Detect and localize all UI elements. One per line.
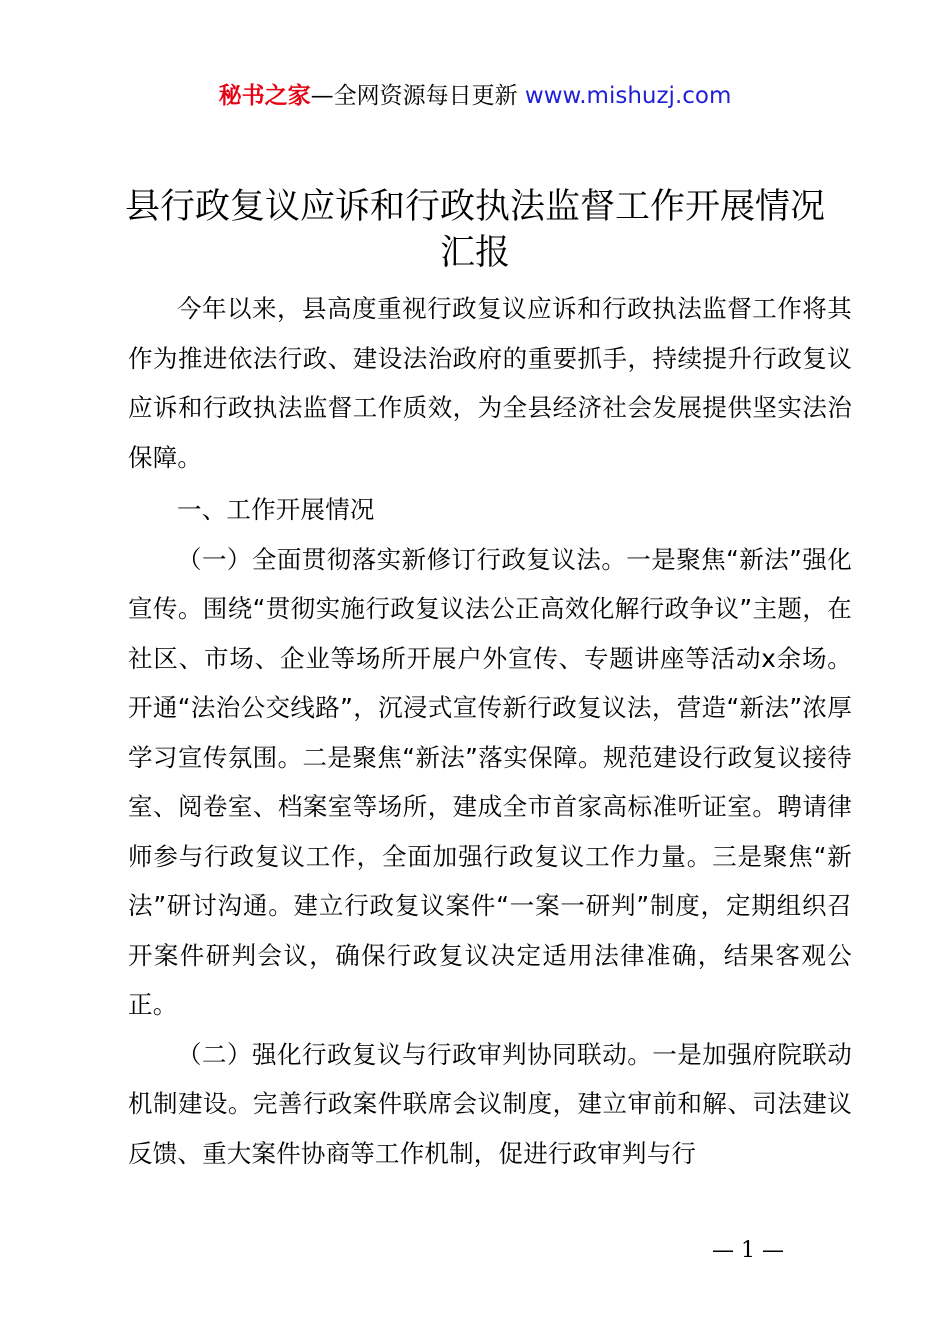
intro-paragraph: 今年以来，县高度重视行政复议应诉和行政执法监督工作将其作为推进依法行政、建设法治政府的重要抓手，持续提升行政复议应诉和行政执法监督工作质效，为全县经济社会发展提供坚实法治保障。 bbox=[128, 294, 852, 472]
body-paragraph: （二）强化行政复议与行政审判协同联动。一是加强府院联动机制建设。完善行政案件联席会议制度，建立审前和解、司法建议反馈、重大案件协商等工作机制，促进行政审判与行 bbox=[128, 1039, 852, 1168]
site-url-link[interactable]: www.mishuzj.com bbox=[524, 83, 732, 109]
page-number: — 1 — bbox=[712, 1238, 784, 1263]
document-title: 县行政复议应诉和行政执法监督工作开展情况汇报 bbox=[124, 187, 825, 273]
site-brand: 秘书之家 bbox=[218, 83, 311, 109]
section-heading: 一、工作开展情况 bbox=[177, 495, 375, 524]
document-body bbox=[128, 284, 852, 1178]
body-paragraph: （一）全面贯彻落实新修订行政复议法。一是聚焦“新法”强化宣传。围绕“贯彻实施行政复议法公正高效化解行政争议”主题，在社区、市场、企业等场所开展户外宣传、专题讲座等活动x余场。开通“法治公交线路”，沉浸式宣传新行政复议法，营造“新法”浓厚学习宣传氛围。二是聚焦“新法”落实保障。规范建设行政复议接待室、阅卷室、档案室等场所，建成全市首家高标准听证室。聘请律师参与行政复议工作，全面加强行政复议工作力量。三是聚焦“新法”研讨沟通。建立行政复议案件“一案一研判”制度，定期组织召开案件研判会议，确保行政复议决定适用法律准确，结果客观公正。 bbox=[128, 544, 852, 1019]
site-tagline: —全网资源每日更新 bbox=[310, 83, 525, 109]
site-header bbox=[0, 80, 950, 112]
